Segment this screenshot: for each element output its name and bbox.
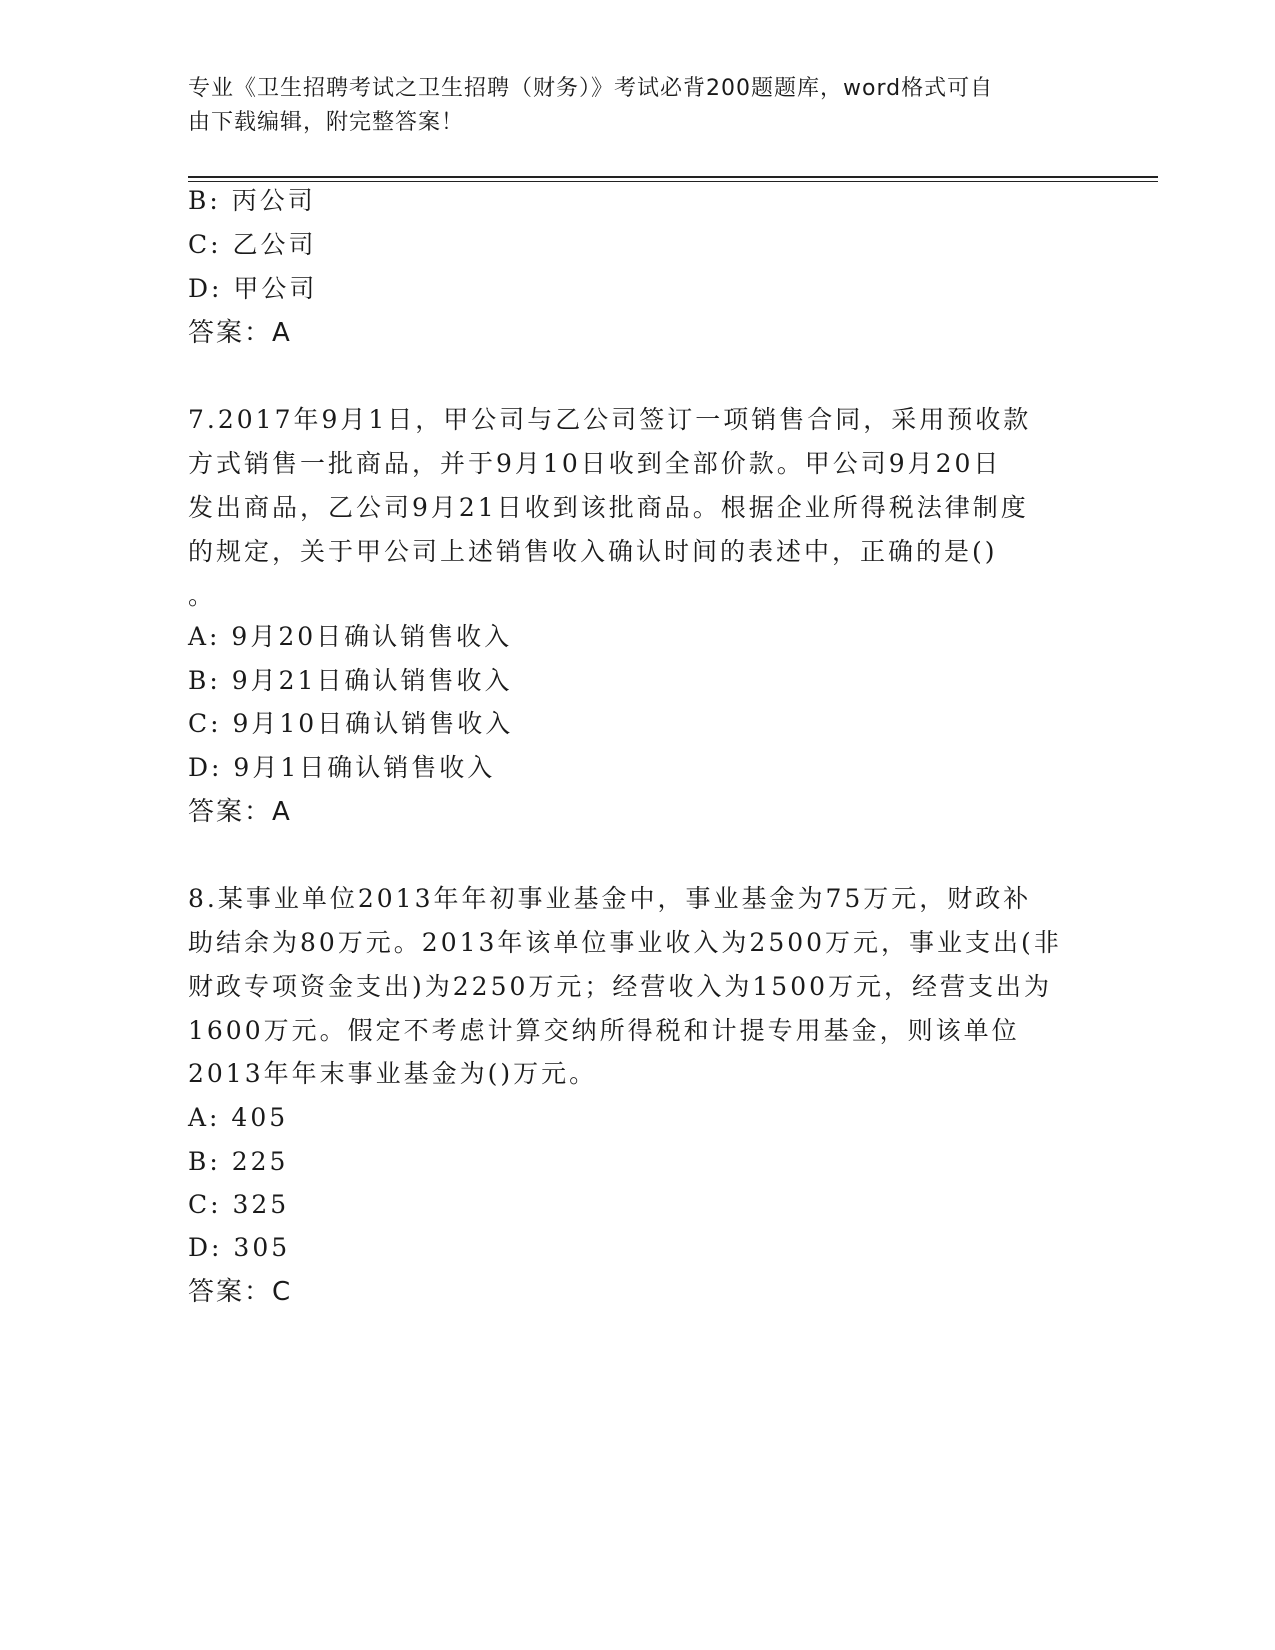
header-line-1: 专业《卫生招聘考试之卫生招聘（财务）》考试必背200题题库，word格式可自 (188, 76, 994, 101)
q7-option-d: D: 9月1日确认销售收入 (188, 753, 496, 782)
q6-option-b: B: 丙公司 (188, 186, 316, 215)
q8-option-b: B: 225 (188, 1147, 289, 1176)
q8-stem-line-1: 8.某事业单位2013年年初事业基金中，事业基金为75万元，财政补 (188, 884, 1032, 913)
header-rule-thick (188, 176, 1158, 178)
q7-option-a: A: 9月20日确认销售收入 (188, 622, 513, 651)
q7-stem-line-4: 的规定，关于甲公司上述销售收入确认时间的表述中，正确的是() (188, 537, 998, 566)
header-rule-thin (188, 181, 1158, 182)
q8-option-c: C: 325 (188, 1190, 290, 1219)
q7-option-c: C: 9月10日确认销售收入 (188, 709, 514, 738)
q7-stem-line-2: 方式销售一批商品，并于9月10日收到全部价款。甲公司9月20日 (188, 449, 1002, 478)
q7-answer: 答案：A (188, 797, 292, 827)
document-header (188, 72, 1068, 140)
q7-stem-line-5: 。 (188, 581, 217, 610)
q8-stem-line-2: 助结余为80万元。2013年该单位事业收入为2500万元，事业支出(非 (188, 928, 1062, 957)
header-line-2: 由下载编辑，附完整答案！ (188, 110, 465, 135)
q7-stem-line-1: 7.2017年9月1日，甲公司与乙公司签订一项销售合同，采用预收款 (188, 405, 1032, 434)
q7-stem-line-3: 发出商品，乙公司9月21日收到该批商品。根据企业所得税法律制度 (188, 493, 1029, 522)
q6-option-c: C: 乙公司 (188, 230, 317, 259)
q6-option-d: D: 甲公司 (188, 274, 318, 303)
q8-stem-line-5: 2013年年末事业基金为()万元。 (188, 1059, 598, 1088)
q7-option-b: B: 9月21日确认销售收入 (188, 666, 513, 695)
q8-stem-line-3: 财政专项资金支出)为2250万元；经营收入为1500万元，经营支出为 (188, 972, 1053, 1001)
q6-answer: 答案：A (188, 318, 292, 348)
q8-option-d: D: 305 (188, 1233, 291, 1262)
q8-stem-line-4: 1600万元。假定不考虑计算交纳所得税和计提专用基金，则该单位 (188, 1016, 1020, 1045)
q8-option-a: A: 405 (188, 1103, 289, 1132)
q8-answer: 答案：C (188, 1277, 293, 1307)
